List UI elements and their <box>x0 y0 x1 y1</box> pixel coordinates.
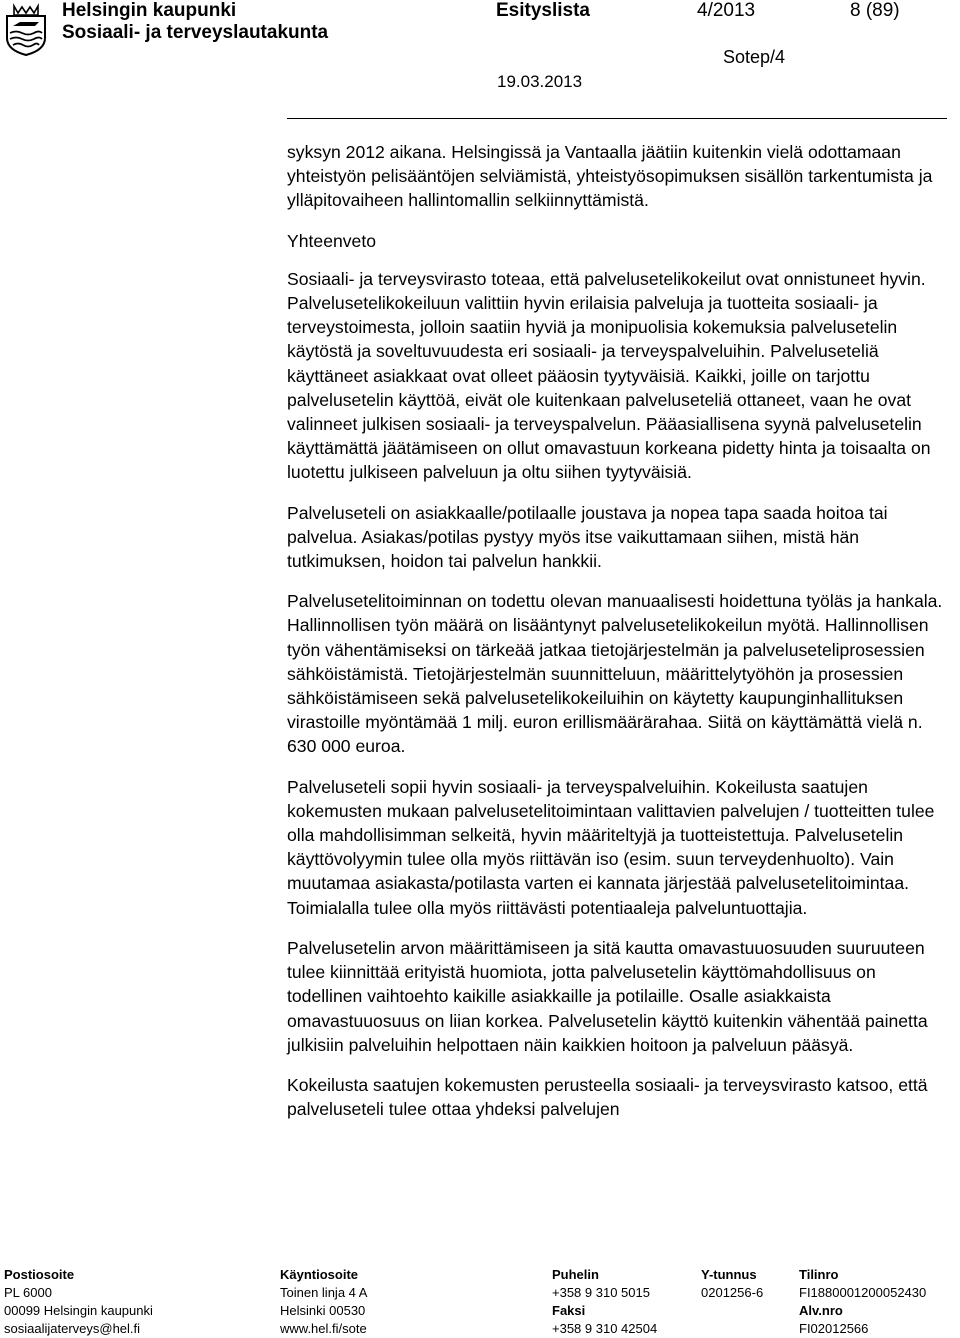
board-name: Sosiaali- ja terveyslautakunta <box>62 22 329 43</box>
street-address: Toinen linja 4 A <box>280 1285 368 1300</box>
postal-address <box>4 1266 153 1338</box>
helsinki-crest-icon <box>4 2 48 56</box>
business-id-value: 0201256-6 <box>701 1285 764 1300</box>
fax-number: +358 9 310 42504 <box>552 1321 658 1336</box>
website-link[interactable]: www.hel.fi/sote <box>280 1321 367 1336</box>
postal-code-city: 00099 Helsingin kaupunki <box>4 1303 153 1318</box>
phone-label: Puhelin <box>552 1267 599 1282</box>
organization-name: Helsingin kaupunki <box>62 0 237 21</box>
document-type: Esityslista <box>496 0 590 21</box>
paragraph: Palveluseteli on asiakkaalle/potilaalle joustava ja nopea tapa saada hoitoa tai palvelua. Asiakas/potilas pystyy myös itse vaikuttamaan siihen, mistä hän tutkimuksen, hoidon tai palvelun hankkii. <box>287 502 888 572</box>
section-code: Sotep/4 <box>723 47 786 67</box>
meeting-date: 19.03.2013 <box>497 72 583 91</box>
vat-label: Alv.nro <box>799 1303 843 1318</box>
email-link[interactable]: sosiaalijaterveys@hel.fi <box>4 1321 141 1336</box>
paragraph: syksyn 2012 aikana. Helsingissä ja Vantaalla jäätiin kuitenkin vielä odottamaan yhteistyön pelisääntöjen selviämistä, yhteistyösopimuksen sisällön tarkentumista ja ylläpitovaiheen hallintomallin selkiinnyttämistä. <box>287 142 933 211</box>
document-number: 4/2013 <box>697 0 756 21</box>
paragraph: Palvelusetelin arvon määrittämiseen ja sitä kautta omavastuuosuuden suuruuteen tulee kiinnittää erityistä huomiota, jotta palvelusetelin käyttömahdollisuus on todellinen vaihtoehto kaikille asiakkaille ja potilaille. Osalle asiakkaista omavastuuosuus on liian korkea. Palvelusetelin käyttö kuitenkin vähentää painetta julkisiin palveluihin helpottaen näin kaikkien hoitoon ja palveluun pääsyä. <box>287 937 928 1055</box>
header-divider <box>287 118 947 119</box>
account-number: FI1880001200052430 <box>799 1285 927 1300</box>
city-postal-code: Helsinki 00530 <box>280 1303 366 1318</box>
business-id <box>701 1266 763 1302</box>
section-heading: Yhteenveto <box>287 230 377 251</box>
paragraph: Kokeilusta saatujen kokemusten perusteella sosiaali- ja terveysvirasto katsoo, että palveluseteli tulee ottaa yhdeksi palvelujen <box>287 1074 928 1120</box>
po-box: PL 6000 <box>4 1285 52 1300</box>
business-id-label: Y-tunnus <box>701 1267 757 1282</box>
account-label: Tilinro <box>799 1267 839 1282</box>
paragraph: Sosiaali- ja terveysvirasto toteaa, että palvelusetelikokeilut ovat onnistuneet hyvin. Palvelusetelikokeiluun valittiin hyvin erilaisia palveluja ja tuotteita sosiaali- ja terveystoimesta, jolloin saatiin hyviä ja monipuolisia kokemuksia palvelusetelin käytöstä ja soveltuvuudesta eri sosiaali- ja terveyspalveluihin. Palveluseteliä käyttäneet asiakkaat ovat olleet pääosin tyytyväisiä. Kaikki, joille on tarjottu palvelusetelin käyttöä, eivät ole kuitenkaan palveluseteliä ottaneet, vaan he ovat valinneet julkisen sosiaali- ja terveyspalvelun. Pääasiallisena syynä palvelusetelin käyttämättä jäätämiseen on ollut omavastuun korkeana pidetty hinta ja toisaalta on luotettu julkiseen palveluun ja oltu siihen tyytyväisiä. <box>287 268 931 483</box>
paragraph: Palveluseteli sopii hyvin sosiaali- ja terveyspalveluihin. Kokeilusta saatujen kokemusten mukaan palvelusetelitoimintaan valittavien palvelujen / tuotteitten tulee olla mahdollisimman selkeitä, hyvin määriteltyjä ja tuotteistettuja. Palvelusetelin käyttövolyymin tulee olla myös riittävän iso (esim. suun terveydenhuolto). Vain muutamaa asiakasta/potilasta varten ei kannata järjestää palvelusetelitoimintaa. Toimialalla tulee olla myös riittävästi potentiaaleja palveluntuottajia. <box>287 776 935 918</box>
account-info <box>799 1266 926 1338</box>
fax-label: Faksi <box>552 1303 586 1318</box>
phone-number: +358 9 310 5015 <box>552 1285 650 1300</box>
postal-address-label: Postiosoite <box>4 1267 75 1282</box>
page-number: 8 (89) <box>850 0 900 21</box>
phone-contact <box>552 1266 657 1338</box>
visiting-address-label: Käyntiosoite <box>280 1267 359 1282</box>
vat-number: FI02012566 <box>799 1321 869 1336</box>
document-body <box>287 140 947 1137</box>
paragraph: Palvelusetelitoiminnan on todettu olevan manuaalisesti hoidettuna työläs ja hankala. Hallinnollisen työn määrä on lisääntynyt palvelusetelikokeilun myötä. Hallinnollisen työn vähentämiseksi on tärkeää jatkaa tietojärjestelmän ja palveluseteliprosessien sähköistämistä. Tietojärjestelmän suunnitteluun, määrittelytyöhön ja prosessien sähköistämiseen sekä palvelusetelikokeiluihin on käytetty kaupunginhallituksen virastoille myöntämää 1 milj. euron erillismäärärahaa. Siitä on käyttämättä vielä n. 630 000 euroa. <box>287 591 943 757</box>
visiting-address <box>280 1266 367 1338</box>
